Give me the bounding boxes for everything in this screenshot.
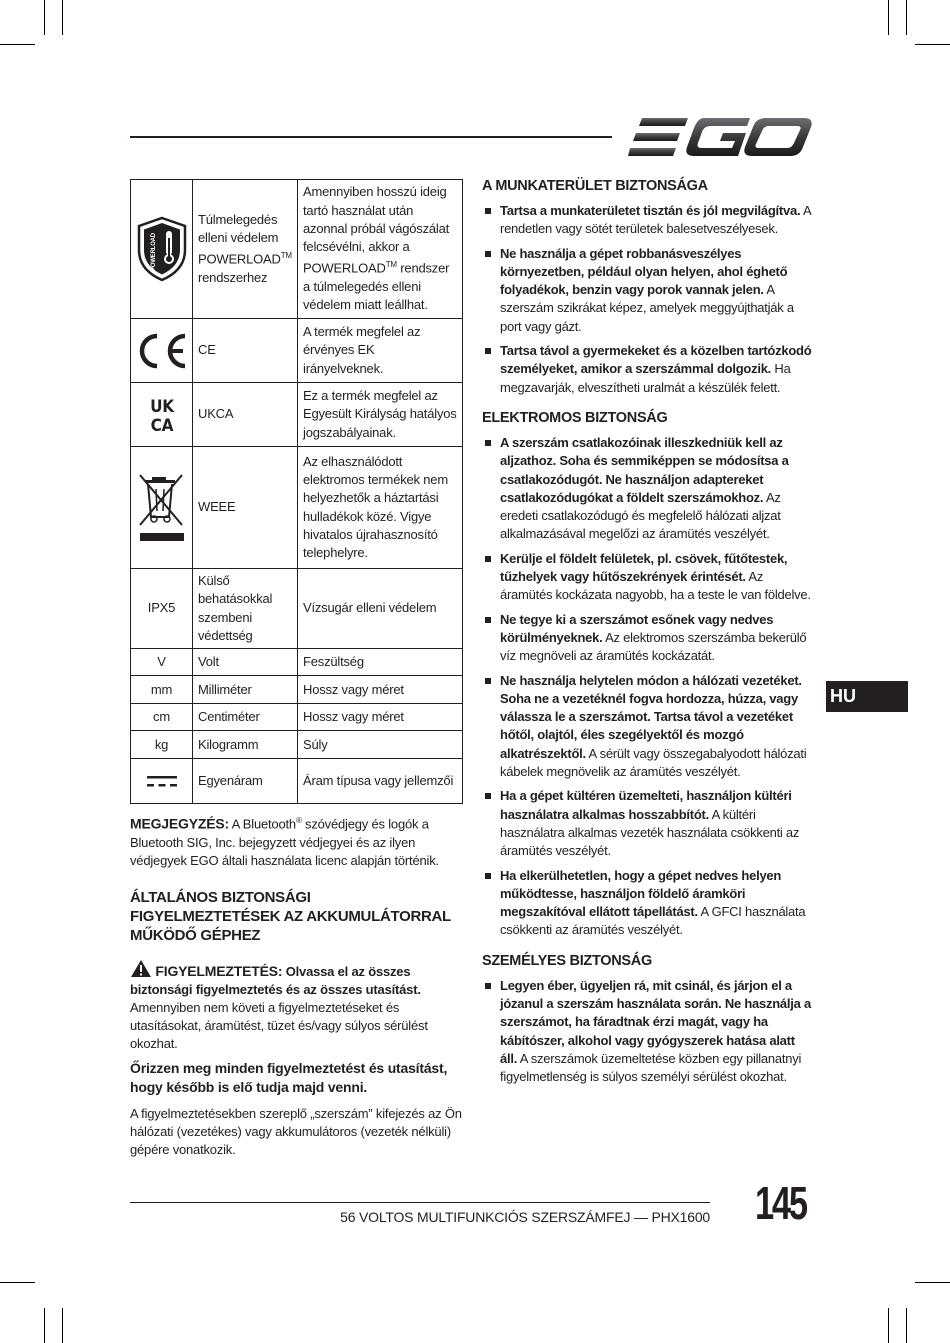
general-warnings-title: ÁLTALÁNOS BIZTONSÁGI FIGYELMEZTETÉSEK AZ AKKUMULÁTORRAL MŰKÖDŐ GÉPHEZ [130,888,451,944]
footer-title: 56 VOLTOS MULTIFUNKCIÓS SZERSZÁMFEJ — PHX1600 [340,1209,710,1225]
list-item-text: A GFCI használata csökkenti az áramütés veszélyét. [500,904,806,938]
symbol-cell: cm [131,704,193,731]
list-item-text: A szerszám szikrákat képez, amelyek meggyújthatják a port vagy gázt. [500,282,794,334]
symbol-desc: Az elhasználódott elektromos termékek nem helyezhetők a háztartási hulladékok közé. Vigye hivatalos újrahasznosító telephelyre. [298,447,463,569]
symbol-cell [131,383,193,447]
table-row [131,569,463,649]
left-column [130,179,463,1159]
crop-mark [906,1308,907,1343]
crop-mark [0,44,35,45]
powerload-thermometer-icon [135,216,189,282]
symbol-name: Centiméter [193,704,298,731]
symbol-cell: V [131,649,193,676]
symbol-cell [131,447,193,569]
symbol-name: Egyenáram [193,759,298,804]
term-definition: A figyelmeztetésekben szereplő „szerszám” kifejezés az Ön hálózati (vezetékes) vagy akkumulátoros (vezeték nélküli) gépére vonatkozik. [130,1105,462,1157]
list-item-bold: Ha a gépet kültéren üzemelteti, használjon kültéri használatra alkalmas hosszabbítót. [500,788,792,822]
list-item-bold: Ne használja a gépet robbanásveszélyes környezetben, például olyan helyen, ahol éghető folyadékok, benzin vagy porok vannak jelen. [500,245,788,298]
section-title: SZEMÉLYES BIZTONSÁG [482,952,652,969]
table-row [131,704,463,731]
list-item-bold: Legyen éber, ügyeljen rá, mit csinál, és járjon el a józanul a szerszám használata során. Ne használja a szerszámot, ha fáradtnak érzi magát, vagy ha kábítószer, alkohol vagy gyógyszerek hatása alatt áll. [500,977,811,1066]
list-item-bold: Kerülje el földelt felületek, pl. csövek, fűtőtestek, tűzhelyek vagy hűtőszekrények érintését. [500,550,788,585]
symbol-name: Túlmelegedés elleni védelem POWERLOAD™ rendszerhez [193,180,298,319]
list-item [482,977,814,1087]
list-item-text: Az áramütés kockázata nagyobb, ha a teste le van földelve. [500,569,811,603]
crop-mark [44,1308,45,1343]
crop-mark [915,44,950,45]
symbol-cell: kg [131,731,193,759]
keep-instructions: Őrizzen meg minden figyelmeztetést és utasítást, hogy később is elő tudja majd venni. [130,1059,448,1095]
table-row [131,383,463,447]
symbol-desc: Ez a termék megfelel az Egyesült Királyság hatályos jogszabályainak. [298,383,463,447]
list-item [482,202,814,239]
symbol-name: WEEE [193,447,298,569]
ce-mark-icon [135,332,189,370]
list-item-text: Az eredeti csatlakozódugó és megfelelő hálózati aljzat alkalmazásával megelőzi az áramütés veszélyét. [500,489,781,542]
bullet-list [482,202,814,397]
list-item-bold: Tartsa a munkaterületet tisztán és jól megvilágítva. [500,203,801,218]
weee-bin-icon [136,471,188,545]
symbol-cell [131,319,193,383]
warning-label: FIGYELMEZTETÉS: [155,962,283,979]
crop-mark [44,0,45,35]
symbol-cell: IPX5 [131,569,193,649]
list-item-bold: Ne tegye ki a szerszámot esőnek vagy nedves körülményeknek. [500,611,774,645]
symbol-name: UKCA [193,383,298,447]
symbol-name: Milliméter [193,676,298,704]
list-item-text: A rendetlen vagy sötét területek balesetveszélyesek. [500,203,811,237]
svg-text:CA: CA [150,415,173,435]
list-item-text: Ha megzavarják, elveszítheti uralmát a készülék felett. [500,361,791,395]
list-item-text: Az elektromos szerszámba bekerülő víz megnöveli az áramütés kockázatát. [500,629,807,664]
page-number: 145 [755,1177,806,1229]
symbol-name: Külső behatásokkal szembeni védettség [193,569,298,649]
ukca-mark-icon [142,395,182,435]
list-item-text: A sérült vagy összegabalyodott hálózati kábelek megnövelik az áramütés veszélyét. [500,745,807,780]
symbol-desc: Áram típusa vagy jellemzői [298,759,463,804]
symbol-name: CE [193,319,298,383]
symbol-cell: mm [131,676,193,704]
crop-mark [62,1308,63,1343]
crop-mark [915,1282,950,1283]
bullet-list [482,434,814,940]
safety-sections [482,177,814,1086]
section-title: ELEKTROMOS BIZTONSÁG [482,409,668,426]
list-item-bold: Ha elkerülhetetlen, hogy a gépet nedves helyen működtesse, használjon földelő áramköri megszakítóval ellátott tápellátást. [500,867,782,920]
language-tab: HU [826,681,908,712]
svg-text:UK: UK [149,396,174,417]
list-item-bold: A szerszám csatlakozóinak illeszkedniük kell az aljzathoz. Soha és semmiképpen se módosítsa a csatlakozódugót. Ne használjon adaptereket csatlakozódugókat a földelt szerszámokhoz. [500,434,789,505]
list-item-bold: Tartsa távol a gyermekeket és a közelben tartózkodó személyeket, amikor a szerszámmal dolgozik. [500,343,812,377]
table-row [131,447,463,569]
list-item [482,787,814,860]
table-row [131,676,463,704]
table-row [131,759,463,804]
bluetooth-note: MEGJEGYZÉS: A Bluetooth® szóvédjegy és logók a Bluetooth SIG, Inc. bejegyzett védjegyei és az ilyen védjegyek EGO általi használata licenc alapján történik. [130,815,439,868]
symbol-desc: A termék megfelel az érvényes EK irányelveknek. [298,319,463,383]
crop-mark [0,1282,35,1283]
symbol-cell [131,180,193,319]
symbol-desc: Hossz vagy méret [298,676,463,704]
symbol-desc: Vízsugár elleni védelem [298,569,463,649]
symbol-desc: Feszültség [298,649,463,676]
list-item [482,434,814,544]
list-item [482,611,814,666]
footer-rule [130,1202,710,1203]
ego-logo [628,116,812,158]
table-row [131,649,463,676]
symbol-cell [131,759,193,804]
direct-current-icon [146,773,178,789]
warning-triangle-icon [130,959,152,978]
warning-block: FIGYELMEZTETÉS: Olvassa el az összes biztonsági figyelmeztetés és az összes utasítást. Amennyiben nem követi a figyelmeztetéseket és utasításokat, áramütést, tüzet és/vagy súlyos sérülést okozhat. [130,959,463,1053]
symbol-desc: Hossz vagy méret [298,704,463,731]
table-row [131,180,463,319]
table-row [131,319,463,383]
list-item [482,342,814,397]
symbol-desc: Súly [298,731,463,759]
header-rule [130,136,612,138]
list-item [482,550,814,605]
list-item-text: A kültéri használatra alkalmas vezeték használata csökkenti az áramütés veszélyét. [500,806,800,859]
bullet-list [482,977,814,1087]
symbol-desc: Amennyiben hosszú ideig tartó használat után azonnal próbál vágószálat felcsévélni, akkor a POWERLOAD™ rendszer a túlmelegedés elleni védelem miatt leállhat. [298,180,463,319]
list-item-text: A szerszámok üzemeltetése közben egy pillanatnyi figyelmetlenség is súlyos személyi sérülést okozhat. [500,1050,802,1085]
symbol-name: Volt [193,649,298,676]
table-row [131,731,463,759]
list-item [482,245,814,336]
svg-text:POWERLOAD: POWERLOAD [150,233,157,271]
crop-mark [888,0,889,35]
symbols-table [130,179,463,804]
crop-mark [62,0,63,35]
symbol-name: Kilogramm [193,731,298,759]
crop-mark [906,0,907,35]
right-column [482,177,814,1092]
section-title: A MUNKATERÜLET BIZTONSÁGA [482,178,708,194]
list-item-bold: Ne használja helytelen módon a hálózati vezetéket. Soha ne a vezetéknél fogva hordozza, húzza, vagy válassza le a szerszámot. Tartsa távol a vezetéket hőtől, olajtól, éles szegélyektől és mozgó alkatrészektől. [500,672,802,761]
list-item [482,867,814,940]
crop-mark [888,1308,889,1343]
list-item [482,672,814,782]
